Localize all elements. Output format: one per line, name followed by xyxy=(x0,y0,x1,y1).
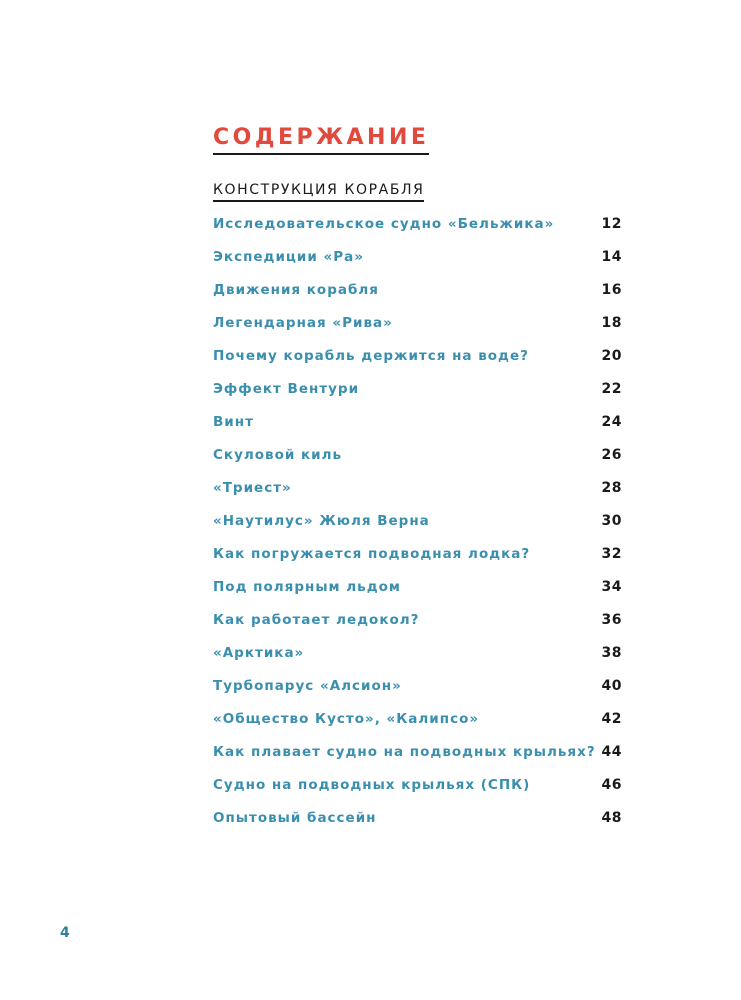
toc-entry-title: Как работает ледокол? xyxy=(213,612,420,628)
toc-entry-page: 12 xyxy=(601,216,622,232)
toc-entry-title: Опытовый бассейн xyxy=(213,810,377,826)
toc-entry-title: Турбопарус «Алсион» xyxy=(213,678,402,694)
toc-entry[interactable] xyxy=(213,774,622,807)
toc-entry-page: 38 xyxy=(601,645,622,661)
toc-entry-title: Как погружается подводная лодка? xyxy=(213,546,531,562)
toc-entry-page: 42 xyxy=(601,711,622,727)
toc-entry-page: 34 xyxy=(601,579,622,595)
toc-entry[interactable] xyxy=(213,741,622,774)
toc-entry-title: Экспедиции «Ра» xyxy=(213,249,364,265)
toc-entry-page: 46 xyxy=(601,777,622,793)
toc-entry[interactable] xyxy=(213,444,622,477)
toc-list xyxy=(213,213,622,840)
toc-entry-page: 44 xyxy=(601,744,622,760)
toc-entry-page: 40 xyxy=(601,678,622,694)
toc-entry[interactable] xyxy=(213,543,622,576)
toc-entry-page: 14 xyxy=(601,249,622,265)
toc-entry-page: 20 xyxy=(601,348,622,364)
toc-entry-title: Почему корабль держится на воде? xyxy=(213,348,529,364)
toc-entry[interactable] xyxy=(213,279,622,312)
section-heading: КОНСТРУКЦИЯ КОРАБЛЯ xyxy=(213,181,424,202)
toc-entry[interactable] xyxy=(213,609,622,642)
toc-entry[interactable] xyxy=(213,642,622,675)
toc-entry-title: Эффект Вентури xyxy=(213,381,360,397)
toc-entry-title: «Общество Кусто», «Калипсо» xyxy=(213,711,480,727)
toc-entry-title: Как плавает судно на подводных крыльях? xyxy=(213,744,596,760)
toc-entry[interactable] xyxy=(213,213,622,246)
toc-entry[interactable] xyxy=(213,807,622,840)
toc-entry-title: «Арктика» xyxy=(213,645,305,661)
toc-entry[interactable] xyxy=(213,378,622,411)
toc-entry[interactable] xyxy=(213,576,622,609)
toc-entry-page: 36 xyxy=(601,612,622,628)
toc-entry[interactable] xyxy=(213,411,622,444)
toc-entry[interactable] xyxy=(213,246,622,279)
toc-entry-page: 28 xyxy=(601,480,622,496)
toc-entry-page: 26 xyxy=(601,447,622,463)
toc-entry-page: 16 xyxy=(601,282,622,298)
toc-entry-title: Судно на подводных крыльях (СПК) xyxy=(213,777,531,793)
toc-entry-page: 22 xyxy=(601,381,622,397)
toc-entry[interactable] xyxy=(213,345,622,378)
toc-entry-title: Исследовательское судно «Бельжика» xyxy=(213,216,555,232)
page-number: 4 xyxy=(60,925,70,941)
page-title: СОДЕРЖАНИЕ xyxy=(213,124,429,155)
toc-entry[interactable] xyxy=(213,708,622,741)
toc-entry-title: Движения корабля xyxy=(213,282,379,298)
toc-entry-title: Под полярным льдом xyxy=(213,579,401,595)
toc-entry-page: 48 xyxy=(601,810,622,826)
toc-entry-title: Легендарная «Рива» xyxy=(213,315,393,331)
toc-entry[interactable] xyxy=(213,510,622,543)
toc-entry-page: 32 xyxy=(601,546,622,562)
toc-entry-title: Скуловой киль xyxy=(213,447,343,463)
toc-entry-title: «Триест» xyxy=(213,480,292,496)
toc-entry-page: 24 xyxy=(601,414,622,430)
toc-entry[interactable] xyxy=(213,477,622,510)
toc-entry[interactable] xyxy=(213,312,622,345)
toc-entry[interactable] xyxy=(213,675,622,708)
toc-entry-page: 30 xyxy=(601,513,622,529)
toc-entry-title: Винт xyxy=(213,414,254,430)
toc-entry-title: «Наутилус» Жюля Верна xyxy=(213,513,430,529)
toc-entry-page: 18 xyxy=(601,315,622,331)
